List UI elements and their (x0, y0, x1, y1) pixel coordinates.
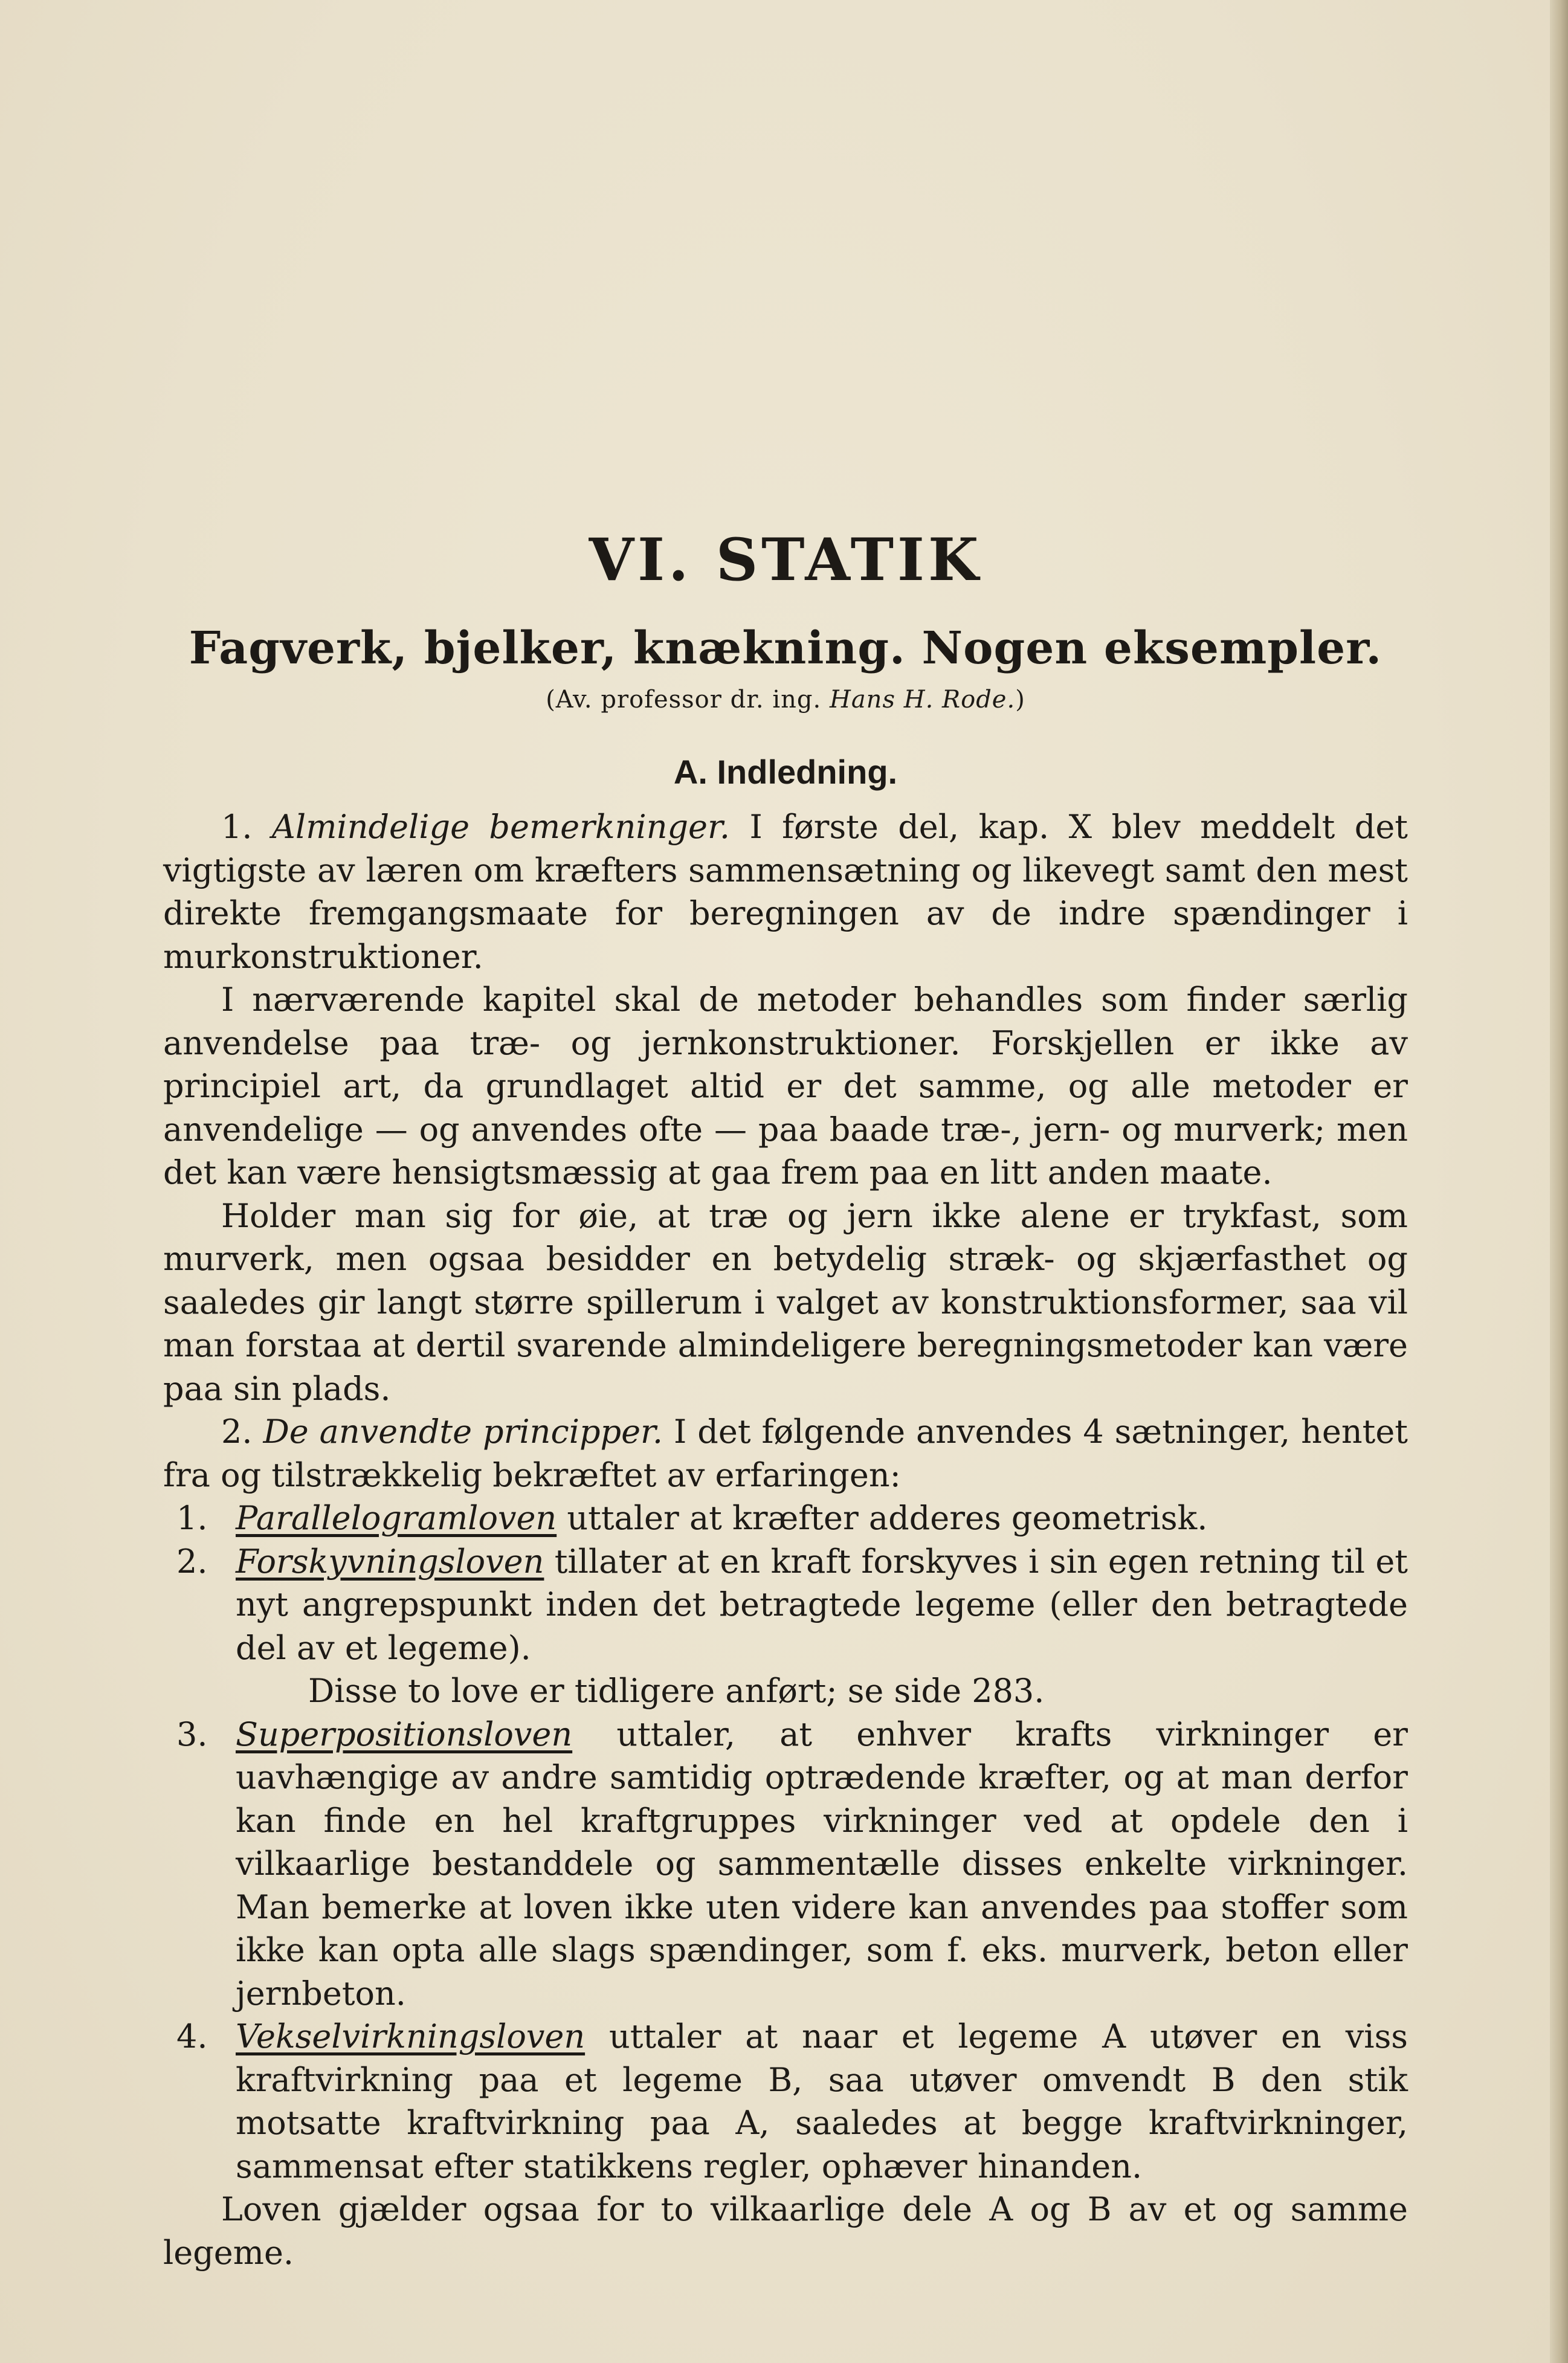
list-item (163, 1713, 1408, 2016)
list-item-number: 1. (176, 1499, 208, 1537)
list-item-text (236, 1497, 1408, 1540)
list-item-text (236, 1540, 1408, 1670)
note-line: Disse to love er tidligere anført; se side 283. (308, 1672, 1045, 1710)
part-title: VI. STATIK (589, 526, 982, 594)
law-name: Parallelogramloven (236, 1499, 557, 1537)
paragraph-text: I første del, kap. X blev meddelt det vigtigste av læren om kræfters sammensætning og likevegt samt den mest direkte fremgangsmaate for beregningen av de indre spændinger i murkonstruktioner. (163, 808, 1408, 976)
list-item (163, 1540, 1408, 1670)
author-prefix: (Av. professor dr. ing. (546, 686, 822, 714)
book-gutter (1550, 0, 1568, 2363)
body-text (163, 805, 1408, 2274)
document-page (163, 0, 1408, 2363)
author-suffix: ) (1015, 686, 1025, 714)
list-item-number: 4. (176, 2017, 208, 2055)
author-line (163, 686, 1408, 714)
law-name: Vekselvirkningsloven (236, 2017, 586, 2055)
list-item-text (236, 2015, 1408, 2188)
law-description: uttaler, at enhver krafts virkninger er uavhængige av andre samtidig optrædende kræfter, og at man derfor kan finde en hel kraftgruppes virkninger ved at opdele den i vilkaarlige bestanddele og sammentælle disses enkelte virkninger. Man bemerke at loven ikke uten videre kan anvendes paa stoffer som ikke kan opta alle slags spændinger, som f. eks. murverk, beton eller jernbeton. (236, 1715, 1408, 2013)
paragraph-4 (163, 1410, 1408, 1497)
list-item-number: 2. (176, 1542, 208, 1581)
law-name: Superpositionsloven (236, 1715, 573, 1753)
law-description: tillater at en kraft forskyves i sin egen retning til et nyt angrepspunkt inden det betragtede legeme (eller den betragtede del av et legeme). (236, 1542, 1408, 1667)
law-description: uttaler at naar et legeme A utøver en viss kraftvirkning paa et legeme B, saa utøver omvendt B den stik motsatte kraftvirkning paa A, saaledes at begge kraftvirkninger, sammensat efter statikkens regler, ophæver hinanden. (236, 2017, 1408, 2185)
paragraph-text: I det følgende anvendes 4 sætninger, hentet fra og tilstrækkelig bekræftet av erfaringen: (163, 1413, 1408, 1494)
list-item-number: 3. (176, 1715, 208, 1753)
law-description: uttaler at kræfter adderes geometrisk. (567, 1499, 1208, 1537)
paragraph-2: I nærværende kapitel skal de metoder behandles som finder særlig anvendelse paa træ- og jernkonstruktioner. Forskjellen er ikke av principiel art, da grundlaget altid er det samme, og alle metoder er anvendelige — og anvendes ofte — paa baade træ-, jern- og murverk; men det kan være hensigtsmæssig at gaa frem paa en litt anden maate. (163, 981, 1408, 1191)
paragraph-1 (163, 805, 1408, 978)
author-name: Hans H. Rode. (829, 686, 1016, 714)
paragraph-number: 1. (221, 808, 253, 846)
paragraph-last: Loven gjælder ogsaa for to vilkaarlige dele A og B av et og samme legeme. (163, 2190, 1408, 2272)
list-item-text (236, 1713, 1408, 2016)
chapter-title: Fagverk, bjelker, knækning. Nogen eksempler. (189, 622, 1382, 674)
section-heading: A. Indledning. (673, 753, 898, 791)
paragraph-3: Holder man sig for øie, at træ og jern ikke alene er trykfast, som murverk, men ogsaa besidder en betydelig stræk- og skjærfasthet og saaledes gir langt større spillerum i valget av konstruktionsformer, saa vil man forstaa at dertil svarende almindeligere beregningsmetoder kan være paa sin plads. (163, 1196, 1408, 1408)
list-item (163, 1497, 1408, 1540)
paragraph-number: 2. (221, 1413, 253, 1451)
list-item (163, 2015, 1408, 2188)
paragraph-title: Almindelige bemerkninger. (271, 808, 731, 846)
paragraph-title: De anvendte principper. (263, 1413, 663, 1451)
law-name: Forskyvningsloven (236, 1542, 544, 1581)
